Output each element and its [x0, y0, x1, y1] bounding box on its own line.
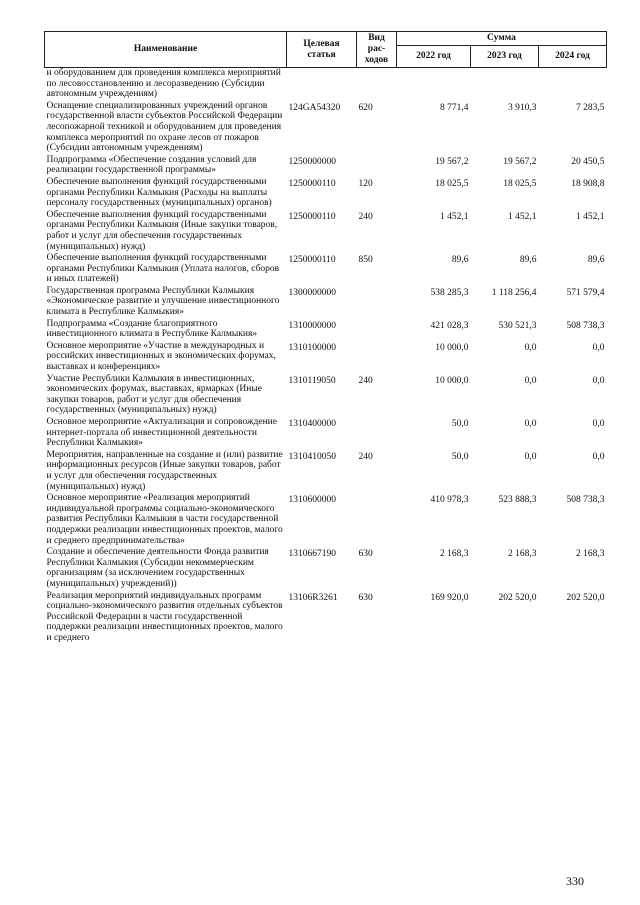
row-target-article: 1250000000 — [288, 156, 336, 167]
row-sum-2024: 7 283,5 — [576, 102, 605, 113]
row-sum-2023: 2 168,3 — [508, 549, 537, 560]
row-expense-type — [357, 286, 397, 319]
row-expense-type — [357, 493, 397, 547]
row-sum-2023: 18 025,5 — [503, 178, 537, 189]
row-sum-2023: 523 888,3 — [498, 495, 537, 506]
row-target-article — [287, 68, 357, 101]
row-sum-2024: 508 738,3 — [566, 320, 605, 331]
row-target-article: 1310410050 — [288, 451, 336, 462]
row-sum-2024: 508 738,3 — [566, 495, 605, 506]
row-expense-type — [357, 68, 397, 101]
row-target-article: 1310119050 — [288, 375, 336, 386]
table-row — [45, 286, 607, 319]
row-target-article: 1250000110 — [288, 178, 336, 189]
row-sum-2024: 571 579,4 — [566, 287, 605, 298]
row-sum-2022: 10 000,0 — [435, 342, 469, 353]
header-name: Наименование — [45, 32, 287, 68]
row-sum-2023: 3 910,3 — [508, 102, 537, 113]
header-year-2023: 2023 год — [471, 46, 539, 68]
row-target-article: 1310600000 — [288, 495, 336, 506]
row-sum-2024: 89,6 — [587, 255, 605, 266]
row-name: Подпрограмма «Создание благоприятного инвестиционного климата в Республике Калмыкия» — [46, 318, 258, 340]
table-row — [45, 547, 607, 590]
row-sum-2023: 202 520,0 — [498, 592, 537, 603]
row-name: Подпрограмма «Обеспечение создания условий для реализации государственной программы» — [46, 154, 257, 176]
row-sum-2024: 0,0 — [592, 375, 605, 386]
row-expense-type: 120 — [358, 178, 373, 189]
row-sum-2023: 0,0 — [524, 419, 537, 429]
budget-table — [44, 31, 607, 644]
table-row — [45, 210, 607, 253]
row-sum-2024: 0,0 — [592, 342, 605, 353]
row-name: Обеспечение выполнения функций государственными органами Республики Калмыкия (Иные закупки товаров, работ и услуг для обеспечения государственных (муниципальных) нужд) — [46, 209, 278, 252]
row-sum-2024: 202 520,0 — [566, 592, 605, 603]
row-sum-2023 — [471, 68, 539, 101]
row-target-article: 1250000110 — [288, 211, 336, 222]
row-name: Мероприятия, направленные на создание и (или) развитие информационных ресурсов (Иные закупки товаров, работ и услуг для обеспечения государственных (муниципальных) нужд) — [46, 449, 283, 492]
header-sum: Сумма — [397, 32, 607, 46]
row-sum-2022: 169 920,0 — [430, 592, 469, 603]
row-expense-type: 630 — [358, 592, 373, 603]
table-row — [45, 177, 607, 210]
table-row — [45, 591, 607, 645]
table-row — [45, 450, 607, 493]
row-expense-type — [357, 155, 397, 177]
row-target-article: 1310000000 — [288, 320, 336, 331]
row-name: Основное мероприятие «Актуализация и сопровождение интернет-портала об инвестиционной деятельности Республики Калмыкия» — [46, 417, 277, 449]
row-sum-2022: 538 285,3 — [430, 287, 469, 298]
table-body — [45, 68, 607, 645]
row-expense-type — [357, 319, 397, 341]
row-sum-2022: 50,0 — [451, 419, 469, 429]
row-sum-2022: 1 452,1 — [440, 211, 469, 222]
table-row — [45, 68, 607, 101]
row-sum-2024: 18 908,8 — [571, 178, 605, 189]
row-sum-2023: 0,0 — [524, 451, 537, 462]
table-row — [45, 319, 607, 341]
row-sum-2024: 0,0 — [592, 451, 605, 462]
header-target-article: Целевая статья — [287, 32, 357, 68]
row-sum-2022: 18 025,5 — [435, 178, 469, 189]
row-target-article: 13106R3261 — [288, 592, 338, 603]
row-name: Основное мероприятие «Реализация мероприятий индивидуальной программы социально-экономического развития Республики Калмыкия в части государственной поддержки реализации инвестиционных проектов, малого и среднего предпринимательства» — [46, 493, 283, 546]
row-sum-2023: 0,0 — [524, 342, 537, 353]
row-sum-2022: 421 028,3 — [430, 320, 469, 331]
row-sum-2023: 1 118 256,4 — [491, 287, 537, 298]
row-name: Создание и обеспечение деятельности Фонда развития Республики Калмыкия (Субсидии некоммерческим организациям (за исключением государственных (муниципальных) учреждений)) — [46, 547, 269, 589]
row-sum-2023: 89,6 — [519, 255, 537, 266]
table-row — [45, 493, 607, 547]
table-row — [45, 101, 607, 155]
row-sum-2023: 1 452,1 — [508, 211, 537, 222]
table-row — [45, 374, 607, 417]
row-sum-2022: 89,6 — [451, 255, 469, 266]
row-name: Участие Республики Калмыкия в инвестиционных, экономических форумах, выставках, ярмарках (Иные закупки товаров, работ и услуг для обеспечения государственных (муниципальных) нужд) — [46, 373, 262, 416]
row-target-article: 1310100000 — [288, 342, 336, 353]
row-expense-type: 240 — [358, 211, 373, 222]
row-expense-type — [357, 341, 397, 374]
row-name: Обеспечение выполнения функций государственными органами Республики Калмыкия (Уплата налогов, сборов и иных платежей) — [46, 253, 280, 285]
header-year-2024: 2024 год — [539, 46, 607, 68]
row-expense-type: 850 — [358, 255, 373, 266]
row-sum-2022: 19 567,2 — [435, 156, 469, 167]
row-sum-2022 — [397, 68, 471, 101]
row-sum-2024 — [539, 68, 607, 101]
row-sum-2024: 1 452,1 — [576, 211, 605, 222]
page-number: 330 — [566, 874, 584, 888]
row-target-article: 124GA54320 — [288, 102, 341, 113]
row-expense-type — [357, 417, 397, 450]
row-expense-type: 630 — [358, 549, 373, 560]
row-sum-2024: 0,0 — [592, 419, 605, 429]
header-year-2022: 2022 год — [397, 46, 471, 68]
row-sum-2022: 2 168,3 — [440, 549, 469, 560]
table-row — [45, 417, 607, 450]
row-sum-2022: 410 978,3 — [430, 495, 469, 506]
table-row — [45, 155, 607, 177]
row-sum-2022: 10 000,0 — [435, 375, 469, 386]
row-name: Обеспечение выполнения функций государственными органами Республики Калмыкия (Расходы на выплаты персоналу государственных (муниципальных) органов) — [46, 176, 272, 209]
row-sum-2022: 50,0 — [451, 451, 469, 462]
row-name: Государственная программа Республики Калмыкия «Экономическое развитие и улучшение инвестиционного климата в Республике Калмыкия» — [46, 285, 280, 318]
row-expense-type: 240 — [358, 375, 373, 386]
row-sum-2024: 2 168,3 — [576, 549, 605, 560]
row-name: Реализация мероприятий индивидуальных программ социально-экономического развития отдельных субъектов Российской Федерации в части государственной поддержки реализации инвестиционных проектов, малого и среднего — [46, 590, 283, 643]
table-row — [45, 253, 607, 286]
row-target-article: 1310667190 — [288, 549, 336, 560]
row-sum-2022: 8 771,4 — [440, 102, 469, 113]
row-sum-2023: 0,0 — [524, 375, 537, 386]
row-expense-type: 620 — [358, 102, 373, 113]
row-sum-2024: 20 450,5 — [571, 156, 605, 167]
row-target-article: 1310400000 — [288, 419, 336, 429]
row-target-article: 1300000000 — [288, 287, 336, 298]
row-target-article: 1250000110 — [288, 255, 336, 266]
table-row — [45, 341, 607, 374]
row-name: Основное мероприятие «Участие в международных и российских инвестиционных и экономических форумах, выставках и конференциях» — [46, 340, 276, 373]
row-sum-2023: 19 567,2 — [503, 156, 537, 167]
row-sum-2023: 530 521,3 — [498, 320, 537, 331]
row-name: Оснащение специализированных учреждений органов государственной власти субъектов Российской Федерации лесопожарной техникой и оборудованием для проведения комплекса мероприятий по охране лесов от пожаров (Субсидии автономным учреждениям) — [46, 100, 283, 154]
row-name: и оборудованием для проведения комплекса мероприятий по лесовосстановлению и лесоразведению (Субсидии автономным учреждениям) — [46, 68, 281, 100]
table-header — [45, 32, 607, 68]
row-expense-type: 240 — [358, 451, 373, 462]
header-expense-type: Вид рас-ходов — [357, 32, 397, 68]
